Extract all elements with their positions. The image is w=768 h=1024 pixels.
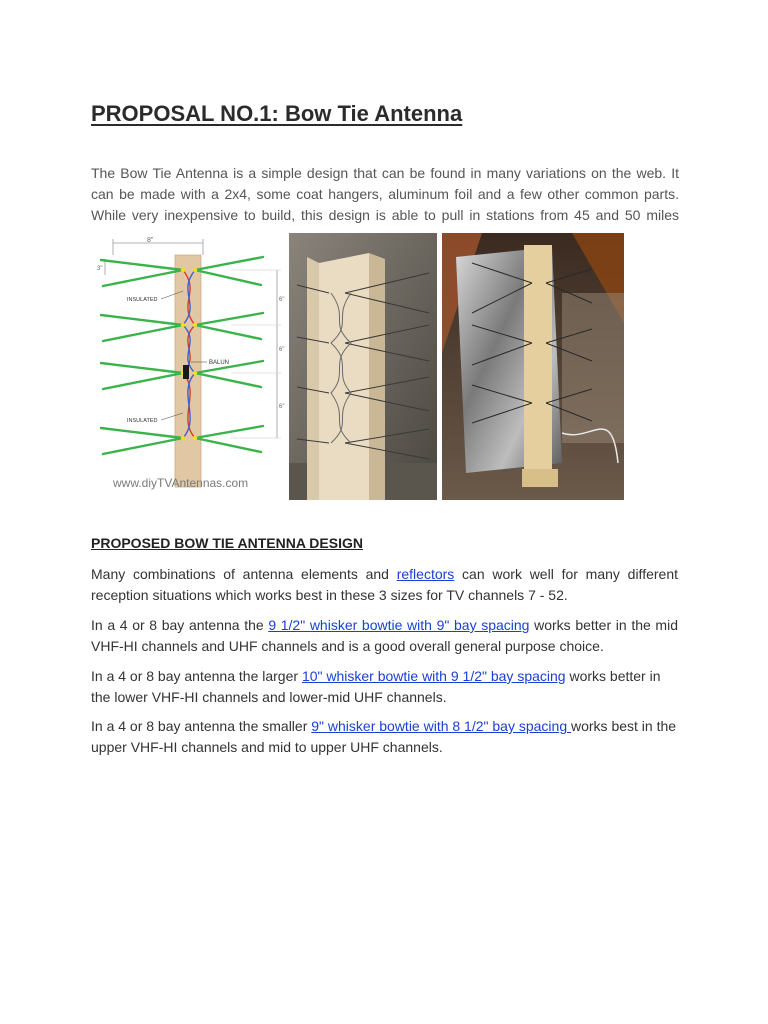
post-side-face: [369, 253, 385, 500]
whisker-9-link[interactable]: 9" whisker bowtie with 8 1/2" bay spacing: [311, 718, 571, 734]
paragraph-text: In a 4 or 8 bay antenna the smaller: [91, 718, 312, 734]
paragraph-text: works better in the mid VHF-HI channels and UHF channels and is a good overall general purpose choice.: [91, 617, 678, 654]
paragraph-text: In a 4 or 8 bay antenna the: [91, 617, 269, 633]
attic-post: [524, 245, 552, 477]
reflectors-link[interactable]: reflectors: [396, 566, 455, 582]
paragraph-text: Many combinations of antenna elements and: [91, 566, 397, 582]
page-title: PROPOSAL NO.1: Bow Tie Antenna: [91, 101, 463, 126]
post-front-face: [319, 253, 369, 500]
intro-paragraph: The Bow Tie Antenna is a simple design that can be found in many variations on the web. It can be made with a 2x4, some coat hangers, aluminum foil and a few other common parts. While very inexpensive to build, this design is able to pull in stations from 45 and 50 miles: [91, 165, 679, 223]
balun-label: BALUN: [209, 360, 230, 366]
paragraph-text: In a 4 or 8 bay antenna the larger: [91, 668, 302, 684]
paragraph-10-inch: [91, 666, 678, 708]
attic-photo-svg: [442, 233, 624, 500]
workbench-photo-svg: [289, 233, 437, 500]
paragraph-text: can work well for many different reception situations which works best in these 3 sizes for TV channels 7 - 52.: [91, 566, 678, 603]
top-dimension-label: 3": [97, 266, 103, 272]
paragraph-9-inch: [91, 716, 678, 758]
width-dimension-label: 8": [147, 237, 154, 244]
antenna-diagram-svg: [91, 233, 287, 500]
section-heading: PROPOSED BOW TIE ANTENNA DESIGN: [91, 535, 363, 551]
balun-block: [183, 365, 189, 379]
insulated-label-top: INSULATED: [127, 297, 158, 303]
paragraph-reflectors: [91, 564, 678, 606]
spacing-label-3: 6": [279, 404, 285, 410]
spacing-label-1: 6": [279, 297, 285, 303]
paragraph-text: works best in the upper VHF-HI channels and mid to upper UHF channels.: [91, 718, 677, 755]
whisker-10-link[interactable]: 10" whisker bowtie with 9 1/2" bay spacing: [301, 668, 566, 684]
diagram-watermark: www.diyTVAntennas.com: [113, 476, 249, 490]
antenna-photo-attic: [442, 233, 624, 500]
paragraph-9-half-inch: [91, 615, 678, 657]
insulated-label-bottom: INSULATED: [127, 418, 158, 424]
post-left-face: [307, 257, 319, 500]
spacing-label-2: 6": [279, 347, 285, 353]
attic-insulation: [562, 293, 624, 443]
paragraph-text: works better in the lower VHF-HI channels and lower-mid UHF channels.: [91, 668, 661, 705]
attic-post-base: [522, 469, 558, 487]
whisker-9-half-link[interactable]: 9 1/2" whisker bowtie with 9" bay spacing: [268, 617, 530, 633]
antenna-photo-workbench: [289, 233, 437, 500]
antenna-diagram-image: [91, 233, 287, 500]
